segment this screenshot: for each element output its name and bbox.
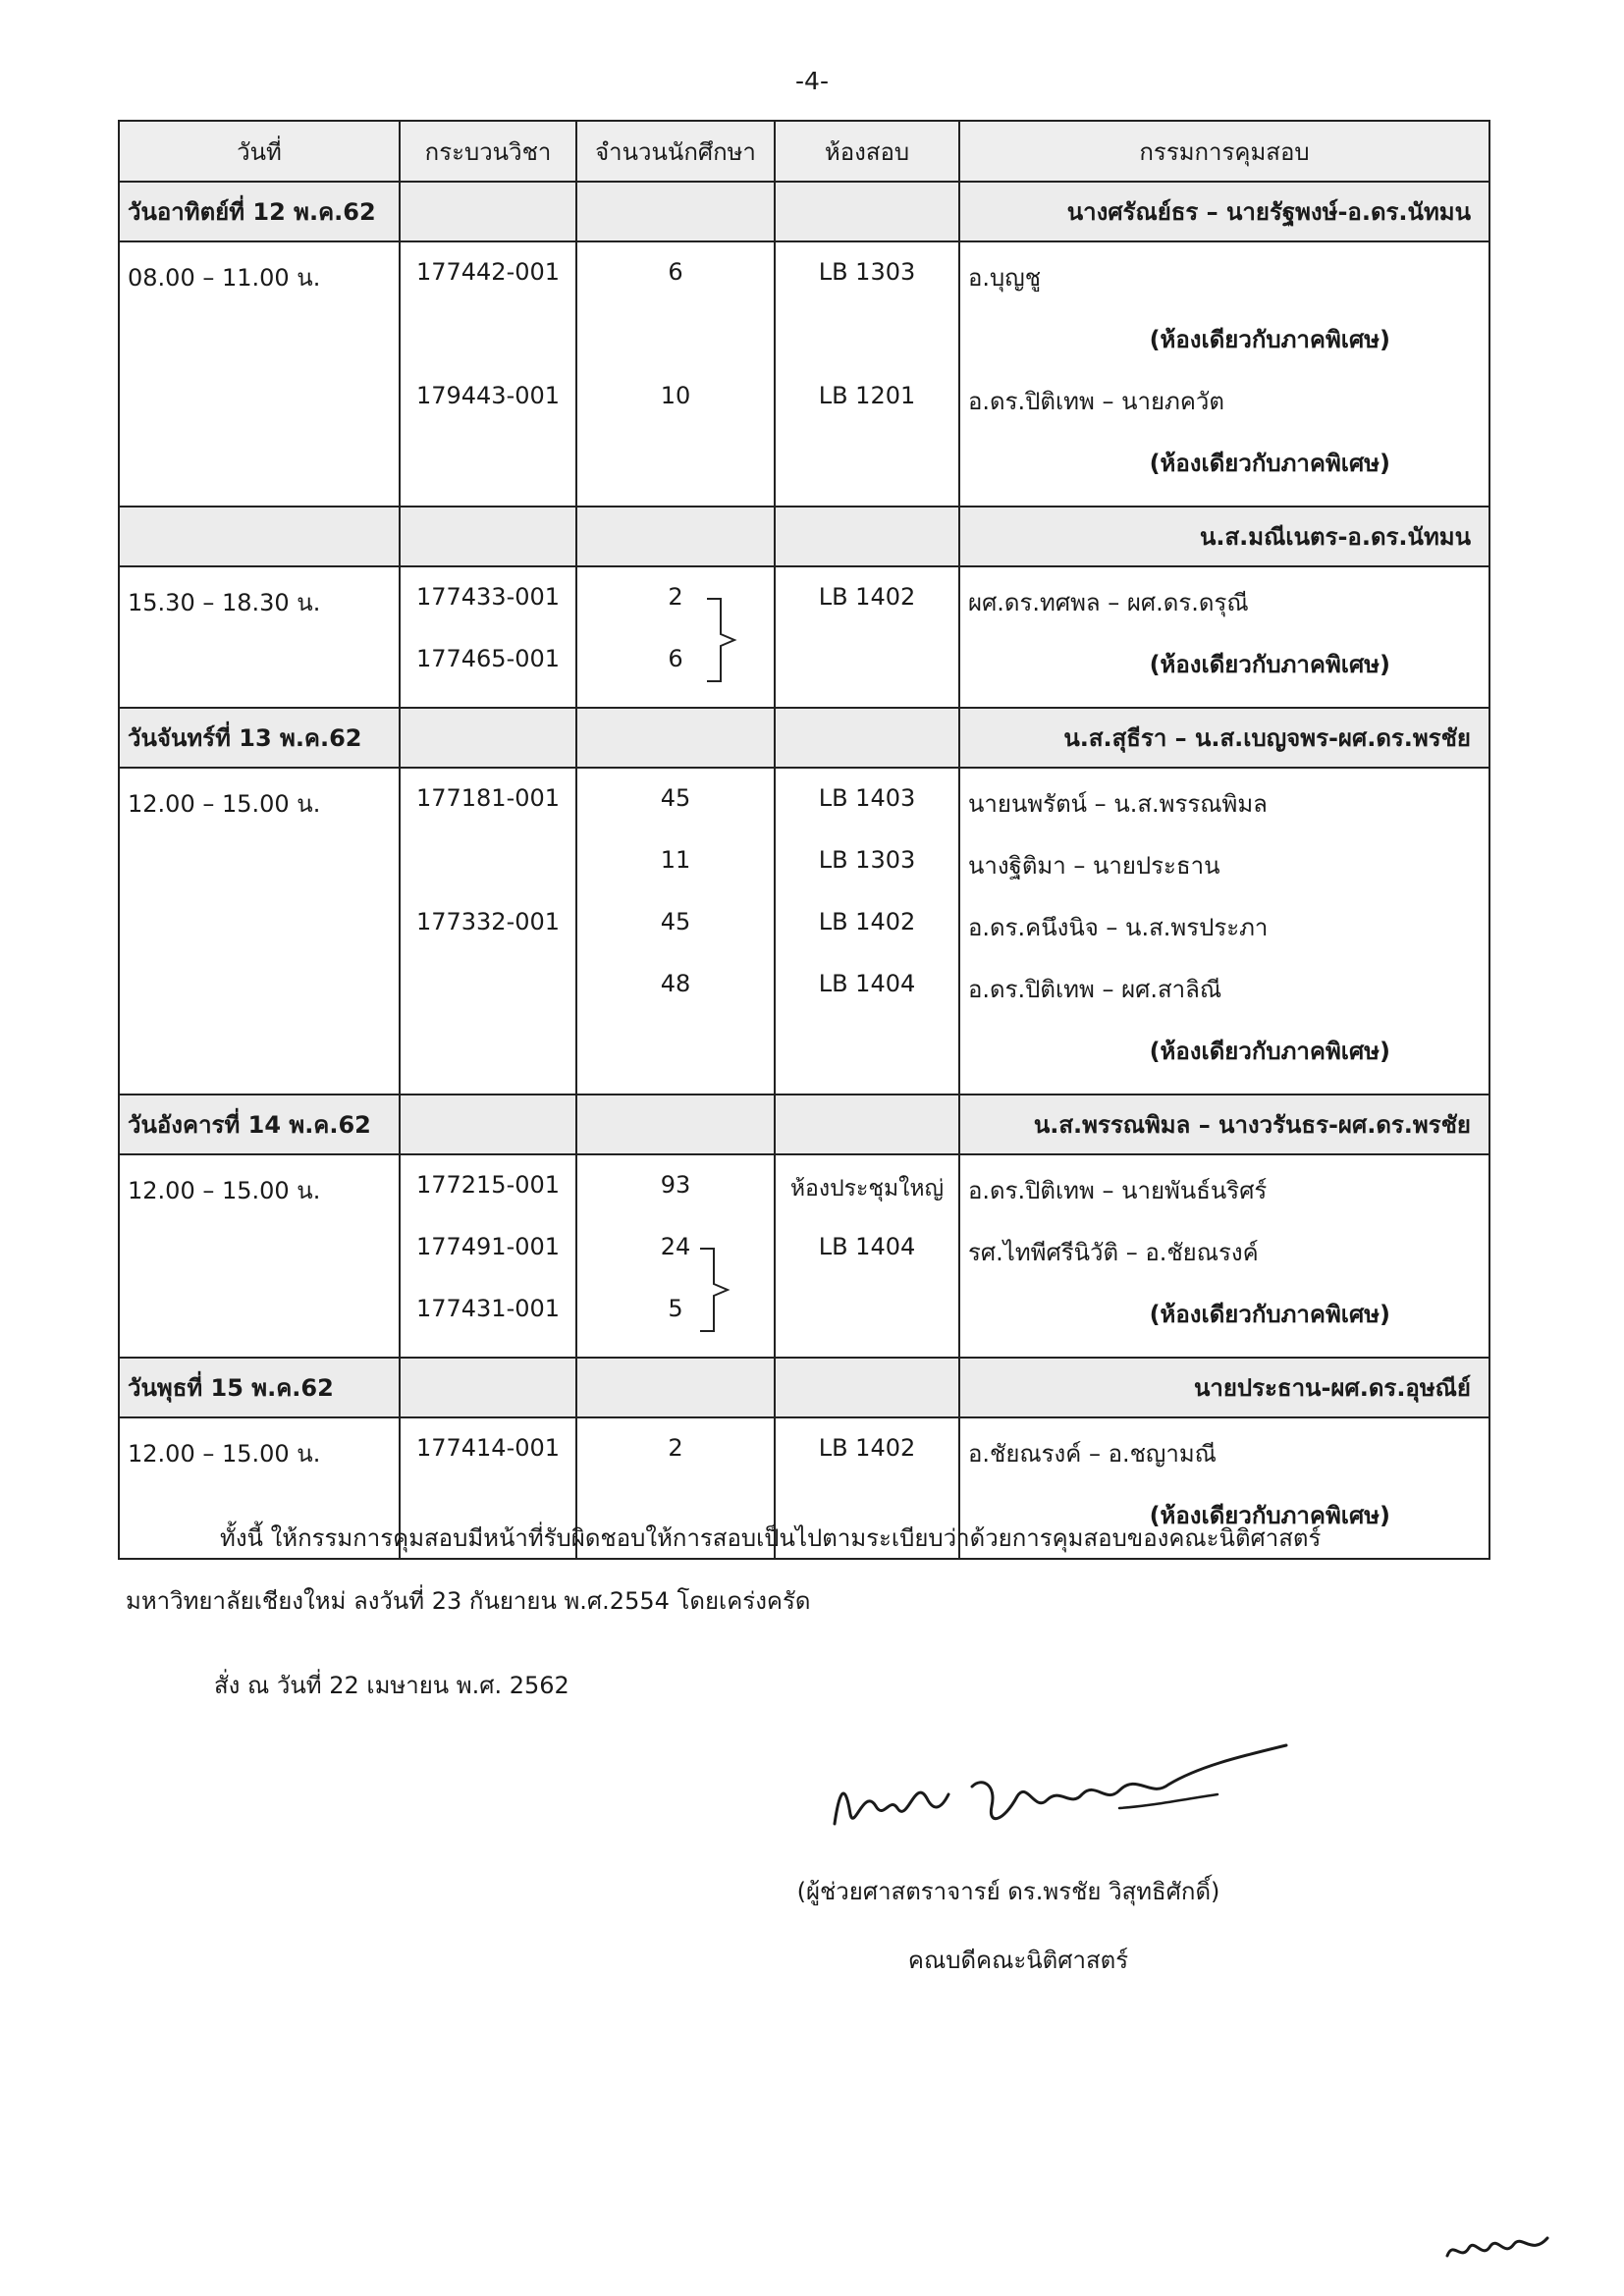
exam-schedule-table: [118, 120, 1490, 1560]
same-room-note: (ห้องเดียวกับภาคพิเศษ): [959, 1496, 1489, 1559]
table-row: [119, 768, 1489, 846]
exam-room: ห้องประชุมใหญ่: [775, 1154, 959, 1233]
header-proctors: กรรมการคุมสอบ: [959, 121, 1489, 182]
exam-time: 08.00 – 11.00 น.: [119, 241, 400, 320]
student-count: 24: [576, 1233, 775, 1295]
exam-time: 12.00 – 15.00 น.: [119, 768, 400, 846]
table-row: [119, 1032, 1489, 1095]
course-code: 177491-001: [400, 1233, 576, 1295]
page-number: -4-: [795, 67, 829, 95]
handwritten-initials: [1443, 2226, 1551, 2266]
day-row: [119, 182, 1489, 241]
proctor-names: ผศ.ดร.ทศพล – ผศ.ดร.ดรุณี: [959, 566, 1489, 645]
proctor-names: นางฐิติมา – นายประธาน: [959, 846, 1489, 908]
exam-room: LB 1402: [775, 1417, 959, 1496]
student-count: 2: [576, 1417, 775, 1496]
day-row: [119, 1358, 1489, 1417]
student-count: 10: [576, 382, 775, 444]
same-room-note: (ห้องเดียวกับภาคพิเศษ): [959, 645, 1489, 708]
table-row: [119, 846, 1489, 908]
day-row: [119, 708, 1489, 768]
course-code: 177414-001: [400, 1417, 576, 1496]
header-students: จำนวนนักศึกษา: [576, 121, 775, 182]
table-row: [119, 1154, 1489, 1233]
proctor-names: อ.บุญชู: [959, 241, 1489, 320]
day-label: วันอาทิตย์ที่ 12 พ.ค.62: [119, 182, 400, 241]
table-row: [119, 382, 1489, 444]
student-count: 48: [576, 970, 775, 1032]
exam-room: LB 1404: [775, 1233, 959, 1295]
exam-room: LB 1403: [775, 768, 959, 846]
header-date: วันที่: [119, 121, 400, 182]
student-count: 6: [576, 241, 775, 320]
course-code: 177332-001: [400, 908, 576, 970]
proctor-head: น.ส.มณีเนตร-อ.ดร.นัทมน: [959, 507, 1489, 566]
exam-room: LB 1201: [775, 382, 959, 444]
proctor-head: นายประธาน-ผศ.ดร.อุษณีย์: [959, 1358, 1489, 1417]
exam-time: 15.30 – 18.30 น.: [119, 566, 400, 645]
proctor-names: อ.ดร.ปิติเทพ – นายภควัต: [959, 382, 1489, 444]
table-row: [119, 970, 1489, 1032]
header-course: กระบวนวิชา: [400, 121, 576, 182]
same-room-note: (ห้องเดียวกับภาคพิเศษ): [959, 1032, 1489, 1095]
proctor-names: อ.ดร.คนึงนิจ – น.ส.พรประภา: [959, 908, 1489, 970]
table-row: [119, 1417, 1489, 1496]
exam-time: 12.00 – 15.00 น.: [119, 1154, 400, 1233]
day-row: [119, 1095, 1489, 1154]
exam-room: LB 1404: [775, 970, 959, 1032]
brace-bracket: [705, 595, 740, 685]
course-code: 179443-001: [400, 382, 576, 444]
table-row: [119, 444, 1489, 507]
proctor-names: อ.ชัยณรงค์ – อ.ชญามณี: [959, 1417, 1489, 1496]
student-count: 45: [576, 908, 775, 970]
student-count: 5: [576, 1295, 775, 1358]
proctor-head: นางศรัณย์ธร – นายรัฐพงษ์-อ.ดร.นัทมน: [959, 182, 1489, 241]
order-date: สั่ง ณ วันที่ 22 เมษายน พ.ศ. 2562: [214, 1672, 569, 1699]
exam-room: LB 1303: [775, 241, 959, 320]
student-count: 11: [576, 846, 775, 908]
proctor-head: น.ส.พรรณพิมล – นางวรันธร-ผศ.ดร.พรชัย: [959, 1095, 1489, 1154]
table-row: [119, 241, 1489, 320]
proctor-names: รศ.ไทพีศรีนิวัติ – อ.ชัยณรงค์: [959, 1233, 1489, 1295]
day-row: [119, 507, 1489, 566]
exam-room: LB 1402: [775, 566, 959, 645]
header-room: ห้องสอบ: [775, 121, 959, 182]
day-label: วันอังคารที่ 14 พ.ค.62: [119, 1095, 400, 1154]
proctor-names: อ.ดร.ปิติเทพ – ผศ.สาลิณี: [959, 970, 1489, 1032]
table-header-row: [119, 121, 1489, 182]
exam-time: 12.00 – 15.00 น.: [119, 1417, 400, 1496]
day-label: วันพุธที่ 15 พ.ค.62: [119, 1358, 400, 1417]
same-room-note: (ห้องเดียวกับภาคพิเศษ): [959, 320, 1489, 382]
student-count: 2: [576, 566, 775, 645]
proctor-names: อ.ดร.ปิติเทพ – นายพันธ์นริศร์: [959, 1154, 1489, 1233]
table-row: [119, 1233, 1489, 1295]
brace-bracket: [698, 1245, 733, 1335]
student-count: 45: [576, 768, 775, 846]
student-count: 93: [576, 1154, 775, 1233]
course-code: 177215-001: [400, 1154, 576, 1233]
same-room-note: (ห้องเดียวกับภาคพิเศษ): [959, 1295, 1489, 1358]
proctor-head: น.ส.สุธีรา – น.ส.เบญจพร-ผศ.ดร.พรชัย: [959, 708, 1489, 768]
signer-title: คณบดีคณะนิติศาสตร์: [907, 1947, 1129, 1974]
course-code: 177433-001: [400, 566, 576, 645]
handwritten-signature: [825, 1737, 1296, 1845]
day-label: [119, 507, 400, 566]
closing-paragraph-cont: [126, 1570, 1490, 1632]
course-code: 177181-001: [400, 768, 576, 846]
closing-paragraph: [126, 1507, 1490, 1570]
course-code: 177442-001: [400, 241, 576, 320]
student-count: 6: [576, 645, 775, 708]
course-code: 177431-001: [400, 1295, 576, 1358]
table-row: [119, 645, 1489, 708]
exam-room: LB 1402: [775, 908, 959, 970]
same-room-note: (ห้องเดียวกับภาคพิเศษ): [959, 444, 1489, 507]
exam-room: LB 1303: [775, 846, 959, 908]
table-row: [119, 320, 1489, 382]
course-code: 177465-001: [400, 645, 576, 708]
table-row: [119, 1295, 1489, 1358]
table-row: [119, 566, 1489, 645]
proctor-names: นายนพรัตน์ – น.ส.พรรณพิมล: [959, 768, 1489, 846]
closing-line-2: มหาวิทยาลัยเชียงใหม่ ลงวันที่ 23 กันยายน พ.ศ.2554 โดยเคร่งครัด: [126, 1587, 811, 1615]
table-row: [119, 908, 1489, 970]
day-label: วันจันทร์ที่ 13 พ.ค.62: [119, 708, 400, 768]
closing-line-1: ทั้งนี้ ให้กรรมการคุมสอบมีหน้าที่รับผิดชอบให้การสอบเป็นไปตามระเบียบว่าด้วยการคุมสอบของคณะนิติศาสตร์: [220, 1524, 1322, 1552]
signer-name: (ผู้ช่วยศาสตราจารย์ ดร.พรชัย วิสุทธิศักดิ์): [796, 1878, 1220, 1905]
